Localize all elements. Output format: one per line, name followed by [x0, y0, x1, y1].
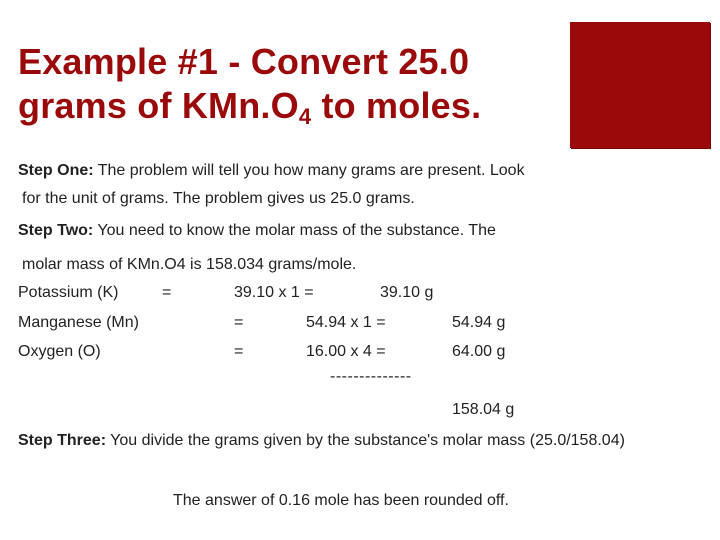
step-one-line-2: for the unit of grams. The problem gives us 25.0 grams. — [22, 190, 415, 207]
potassium-result: 39.10 g — [380, 284, 434, 301]
manganese-name: Manganese (Mn) — [18, 314, 139, 331]
total-molar-mass: 158.04 g — [452, 401, 515, 418]
step-one-text-a: The problem will tell you how many grams are present. Look — [93, 162, 525, 179]
step-three-line — [18, 432, 625, 450]
decorative-red-block — [570, 22, 710, 148]
oxygen-result: 64.00 g — [452, 343, 506, 360]
step-two-line-1 — [18, 222, 496, 240]
answer-text: The answer of 0.16 mole has been rounded off. — [173, 492, 509, 509]
step-two-line-2: molar mass of KMn.O4 is 158.034 grams/mole. — [22, 256, 357, 273]
title-line-2 — [18, 84, 563, 139]
oxygen-equals: = — [234, 343, 244, 360]
step-three-text: You divide the grams given by the substance's molar mass (25.0/158.04) — [106, 432, 625, 449]
step-three-label: Step Three: — [18, 432, 107, 449]
potassium-calc: 39.10 x 1 = — [234, 284, 314, 301]
potassium-equals: = — [162, 284, 172, 301]
manganese-equals: = — [234, 314, 244, 331]
step-two-text-a: You need to know the molar mass of the substance. The — [93, 222, 496, 239]
manganese-calc: 54.94 x 1 = — [306, 314, 386, 331]
title-line-1: Example #1 - Convert 25.0 — [18, 41, 470, 82]
step-one-line-1 — [18, 162, 525, 180]
oxygen-name: Oxygen (O) — [18, 343, 101, 360]
potassium-name: Potassium (K) — [18, 284, 119, 301]
slide-title — [18, 40, 563, 139]
title-subscript: 4 — [298, 104, 312, 129]
step-one-label: Step One: — [18, 162, 94, 179]
title-line-2-text: grams of KMn.O — [18, 85, 299, 126]
title-line-2-end: to moles. — [311, 85, 482, 126]
step-two-label: Step Two: — [18, 222, 94, 239]
manganese-result: 54.94 g — [452, 314, 506, 331]
sum-separator: -------------- — [330, 368, 412, 385]
oxygen-calc: 16.00 x 4 = — [306, 343, 386, 360]
